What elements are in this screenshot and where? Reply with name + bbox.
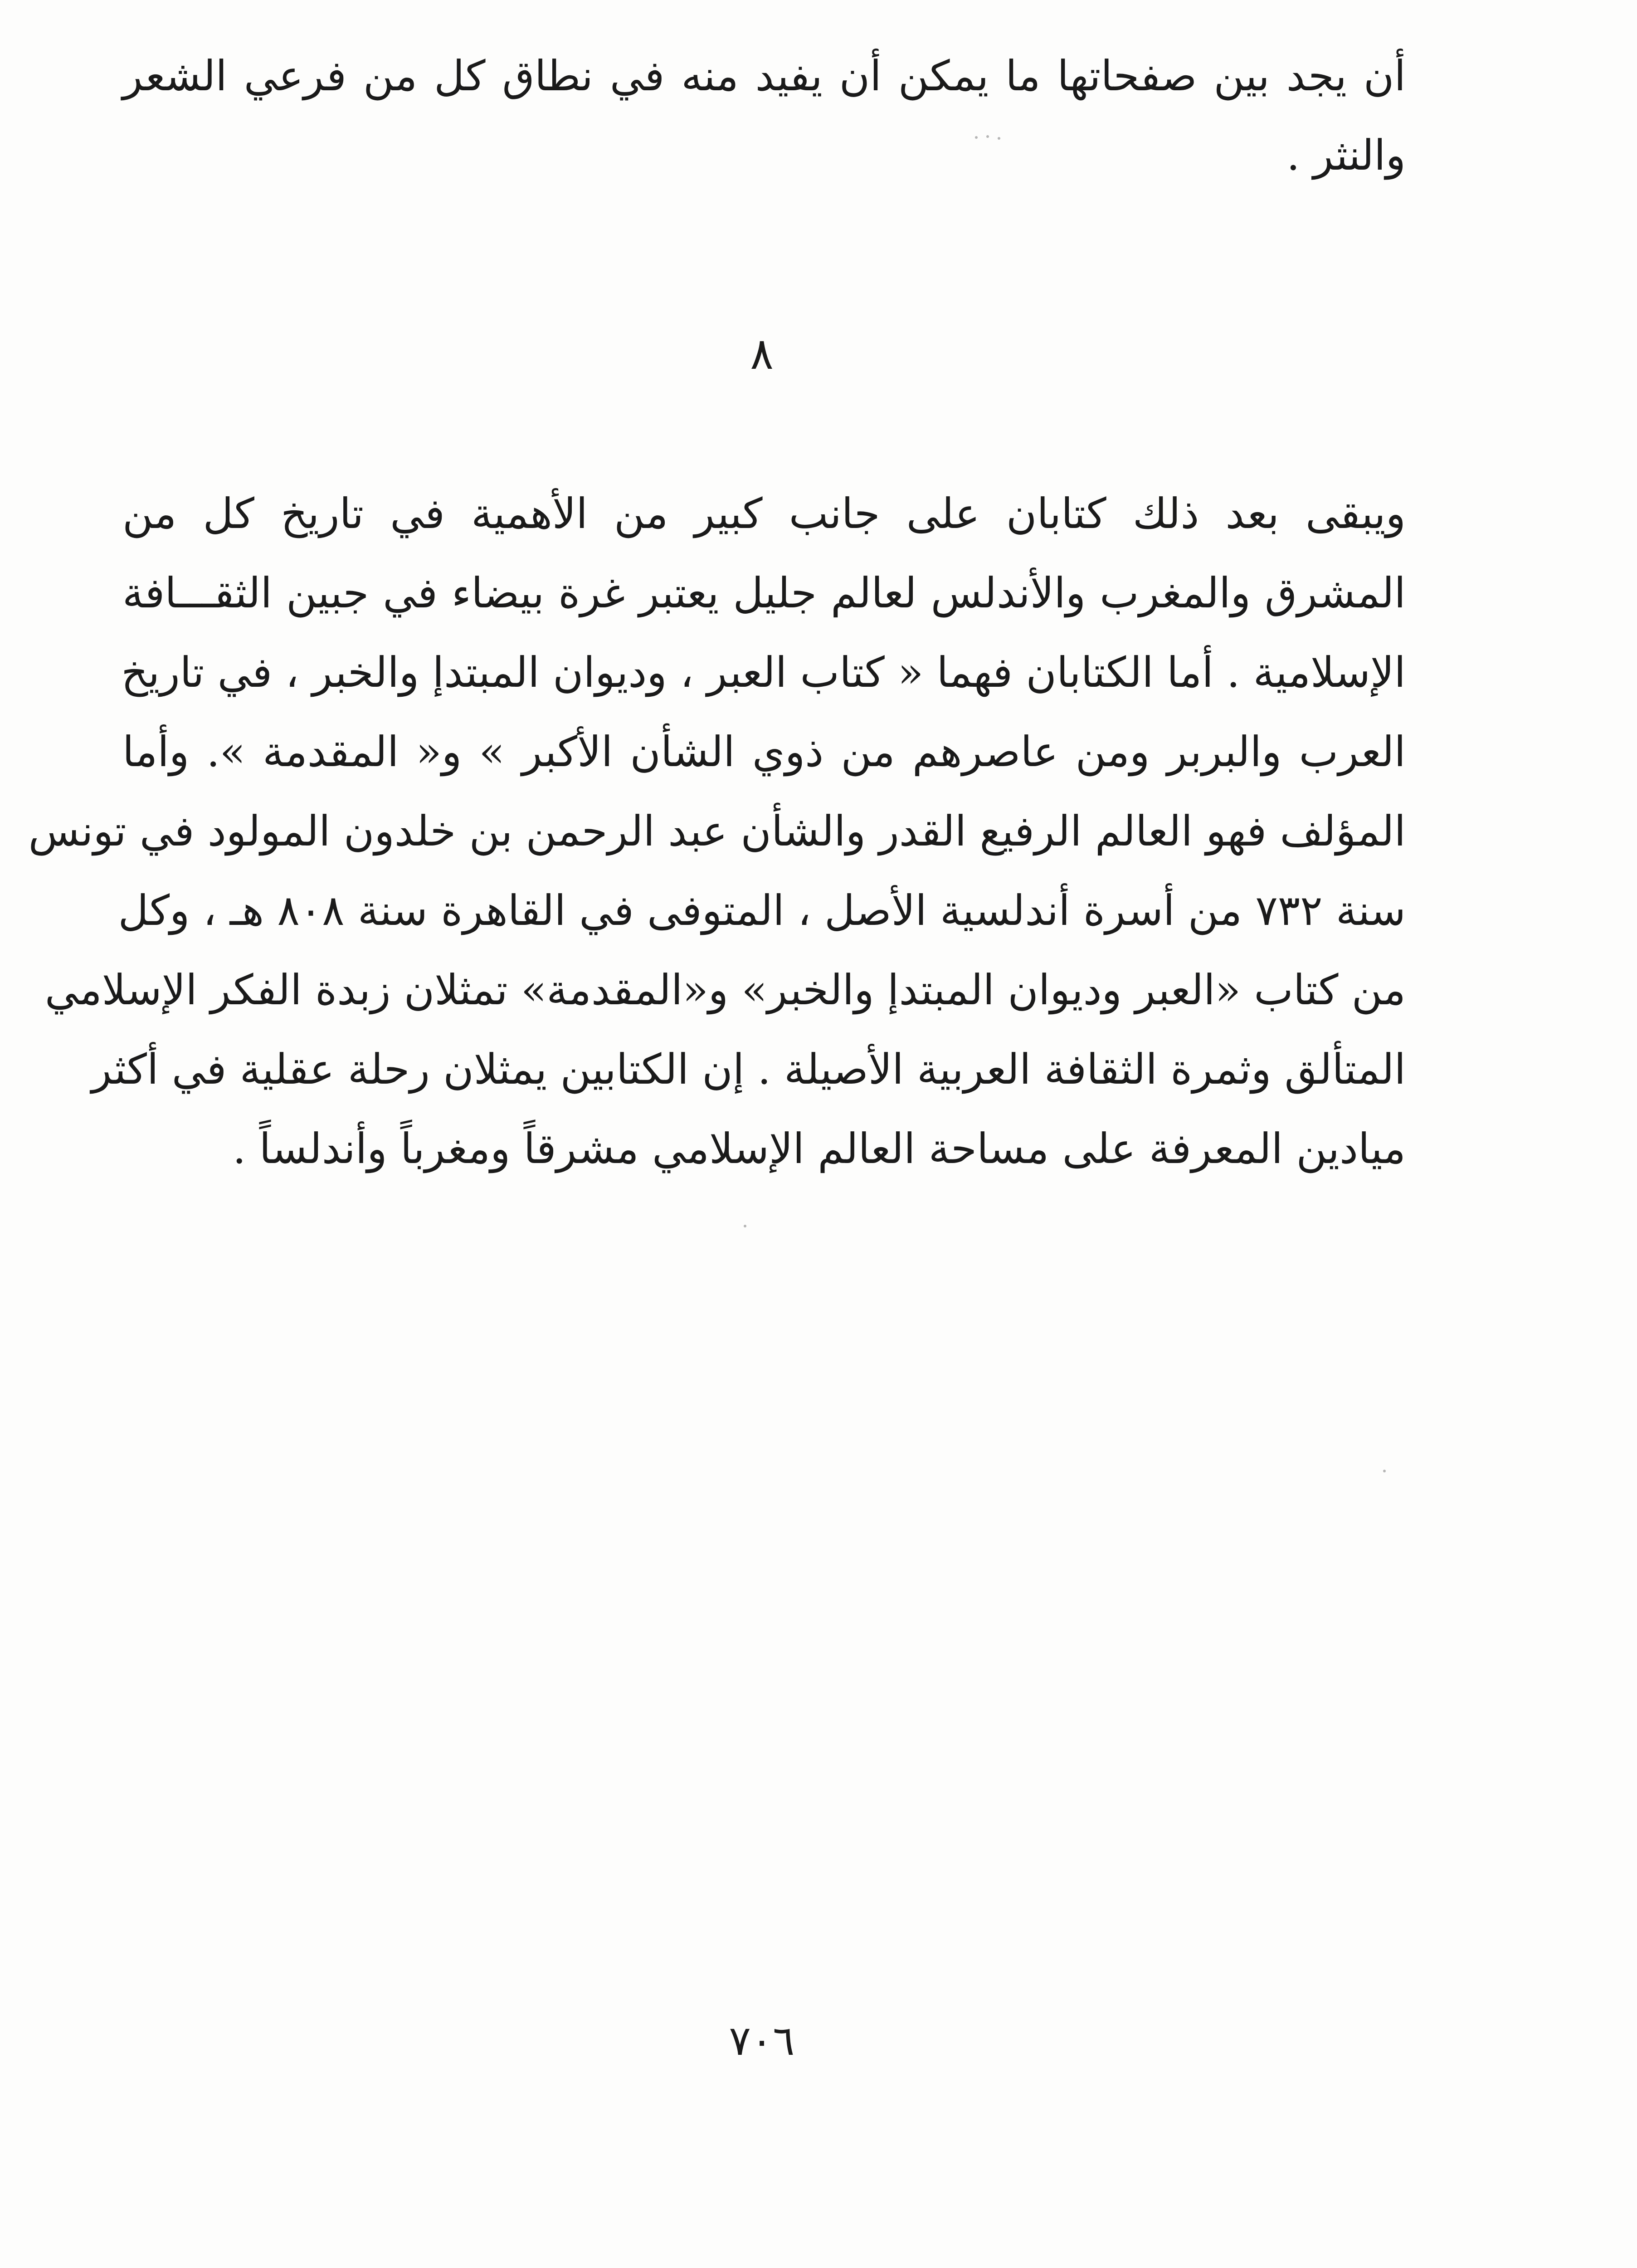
text-line: والنثر . [1286, 131, 1406, 180]
text-line: المتألق وثمرة الثقافة العربية الأصيلة . إن الكتابين يمثلان رحلة عقلية في أكثر [91, 1045, 1406, 1094]
text-line: أن يجد بين صفحاتها ما يمكن أن يفيد منه في نطاق كل من فرعي الشعر [122, 52, 1406, 100]
scan-speck [998, 137, 1000, 140]
text-line: العرب والبربر ومن عاصرهم من ذوي الشأن الأكبر » و« المقدمة ». وأما [122, 728, 1406, 776]
scan-speck [975, 136, 978, 139]
top-paragraph [122, 36, 1406, 195]
scan-speck [1383, 1470, 1386, 1472]
page-number: ٧٠٦ [729, 2017, 795, 2065]
text-line: الإسلامية . أما الكتابان فهما « كتاب العبر ، وديوان المبتدإ والخبر ، في تاريخ [121, 648, 1406, 697]
text-line: من كتاب «العبر وديوان المبتدإ والخبر» و«المقدمة» تمثلان زبدة الفكر الإسلامي [44, 966, 1406, 1014]
section-number: ٨ [750, 328, 774, 379]
scan-speck [744, 1225, 746, 1227]
scan-speck [986, 135, 989, 138]
text-line: ميادين المعرفة على مساحة العالم الإسلامي مشرقاً ومغرباً وأندلساً . [233, 1124, 1406, 1173]
text-line: سنة ٧٣٢ من أسرة أندلسية الأصل ، المتوفى في القاهرة سنة ٨٠٨ هـ ، وكل [118, 886, 1406, 935]
text-line: المؤلف فهو العالم الرفيع القدر والشأن عبد الرحمن بن خلدون المولود في تونس [28, 807, 1406, 855]
body-paragraph [28, 474, 1406, 1188]
text-line: المشرق والمغرب والأندلس لعالم جليل يعتبر غرة بيضاء في جبين الثقـــافة [122, 569, 1406, 617]
text-line: ويبقى بعد ذلك كتابان على جانب كبير من الأهمية في تاريخ كل من [122, 489, 1406, 538]
